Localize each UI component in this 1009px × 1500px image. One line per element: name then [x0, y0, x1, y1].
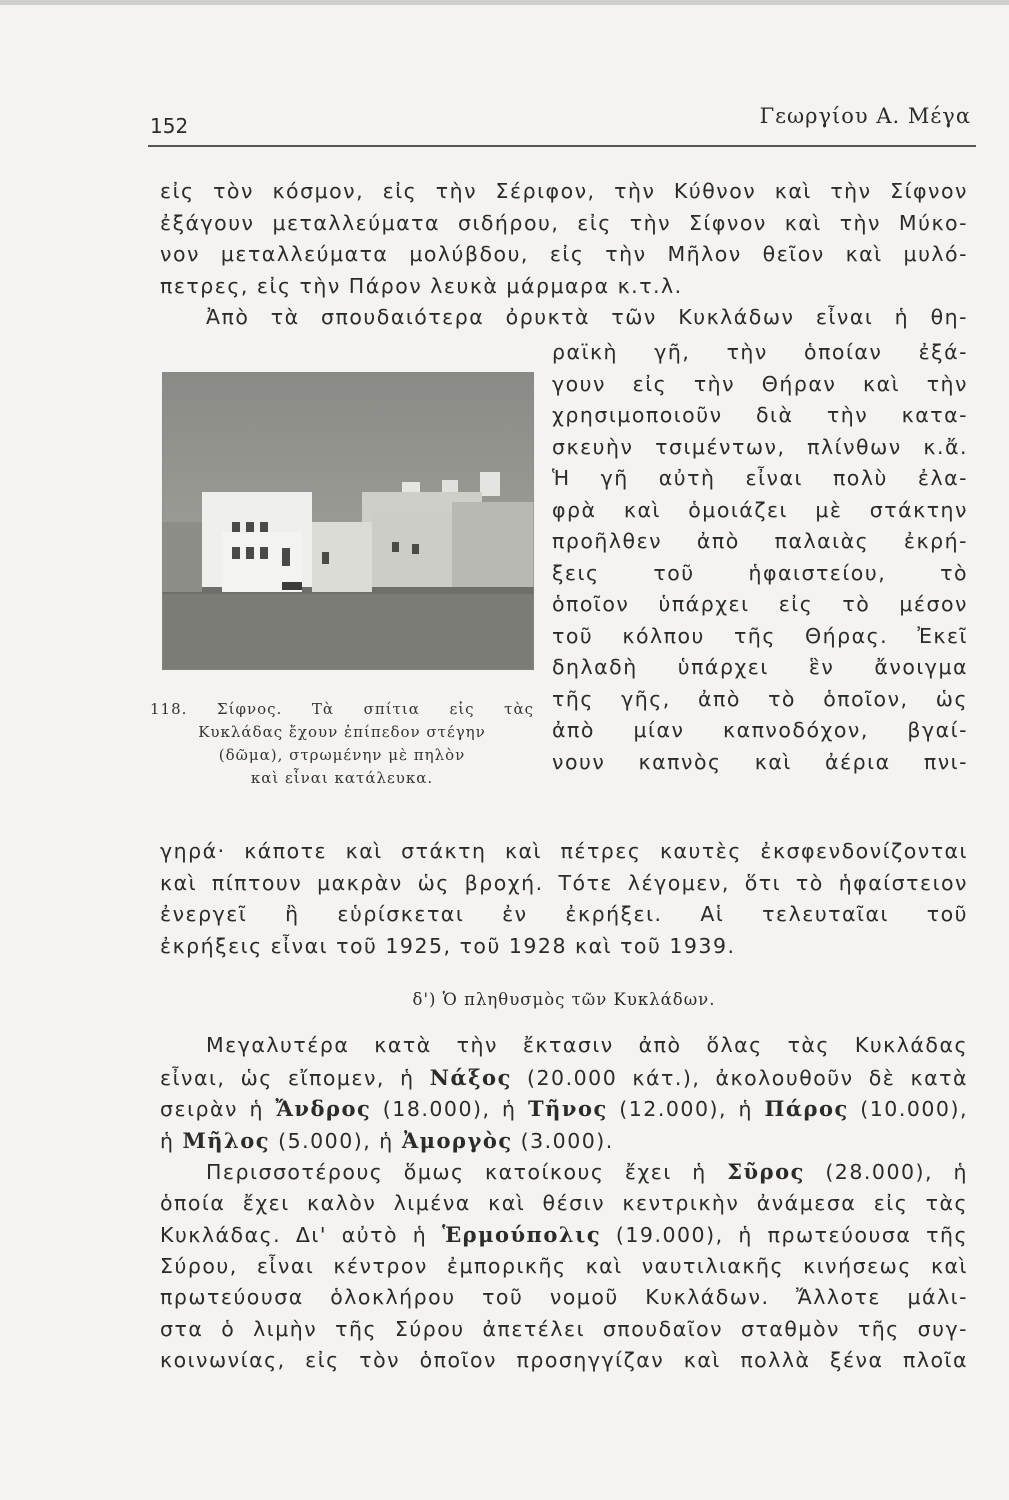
right-column-text	[552, 337, 968, 778]
running-head: Γεωργίου Α. Μέγα	[759, 104, 971, 128]
text-line: Ἀπὸ τὰ σπουδαιότερα ὀρυκτὰ τῶν Κυκλάδων εἶναι ἡ θη-	[206, 305, 968, 329]
text-line: Κυκλάδας. Δι' αὐτὸ ἡ Ἑρμούπολις (19.000), ἡ πρωτεύουσα τῆς	[160, 1222, 968, 1247]
place-syros: Σῦρος	[727, 1159, 805, 1184]
text-line: δηλαδὴ ὑπάρχει ἓν ἄνοιγμα	[552, 655, 968, 679]
photo-image	[162, 372, 534, 670]
caption-line: (δῶμα), στρωμένην μὲ πηλὸν	[218, 746, 466, 764]
bottom-paragraph	[160, 836, 968, 962]
text-line: Μεγαλυτέρα κατὰ τὴν ἔκτασιν ἀπὸ ὅλας τὰς Κυκλάδας	[206, 1033, 968, 1057]
place-milos: Μῆλος	[182, 1127, 271, 1153]
page-top-edge	[0, 0, 1009, 5]
text-line: ἡ Μῆλος (5.000), ἡ Ἀμοργὸς (3.000).	[160, 1127, 614, 1153]
caption-line: 118. Σίφνος. Τὰ σπίτια εἰς τὰς	[150, 700, 534, 718]
photo-sifnos-houses	[162, 372, 534, 670]
text-line: εἰς τὸν κόσμον, εἰς τὴν Σέριφον, τὴν Κύθνον καὶ τὴν Σίφνον	[160, 179, 968, 203]
text-line: κοινωνίας, εἰς τὸν ὁποῖον προσηγγίζαν καὶ πολλὰ ξένα πλοῖα	[160, 1348, 968, 1372]
place-ermoupolis: Ἑρμούπολις	[442, 1222, 602, 1247]
place-amorgos: Ἀμοργὸς	[401, 1127, 513, 1153]
place-paros: Πάρος	[764, 1096, 849, 1121]
text-line: ἐκρήξεις εἶναι τοῦ 1925, τοῦ 1928 καὶ τοῦ 1939.	[160, 933, 736, 958]
text-line: ἀπὸ μίαν καπνοδόχον, βγαί-	[552, 718, 968, 742]
caption-line: Κυκλάδας ἔχουν ἐπίπεδον στέγην	[198, 723, 486, 741]
text-line: σκευὴν τσιμέντων, πλίνθων κ.ἄ.	[552, 434, 968, 459]
text-line: ὁποία ἔχει καλὸν λιμένα καὶ θέσιν κεντρικὴν ἀνάμεσα εἰς τὰς	[160, 1190, 968, 1215]
text-line: ξεις τοῦ ἡφαιστείου, τὸ	[552, 560, 968, 585]
text-line: Σύρου, εἶναι κέντρον ἐμπορικῆς καὶ ναυτιλιακῆς κινήσεως καὶ	[160, 1253, 968, 1278]
text-line: πετρες, εἰς τὴν Πάρον λευκὰ μάρμαρα κ.τ.λ.	[160, 273, 683, 298]
section-title: δ') Ὁ πληθυσμὸς τῶν Κυκλάδων.	[412, 990, 716, 1009]
text-line: φρὰ καὶ ὁμοιάζει μὲ στάκτην	[552, 497, 968, 522]
place-tinos: Τῆνος	[528, 1096, 608, 1121]
text-line: νον μεταλλεύματα μολύβδου, εἰς τὴν Μῆλον θεῖον καὶ μυλό-	[160, 242, 968, 266]
text-line: χρησιμοποιοῦν διὰ τὴν κατα-	[552, 403, 968, 427]
caption-line: καὶ εἶναι κατάλευκα.	[250, 769, 434, 787]
text-line: Περισσοτέρους ὅμως κατοίκους ἔχει ἡ Σῦρος (28.000), ἡ	[206, 1159, 968, 1184]
text-line: ραϊκὴ γῆ, τὴν ὁποίαν ἐξά-	[552, 340, 968, 364]
text-line: γηρά· κάποτε καὶ στάκτη καὶ πέτρες καυτὲς ἐκσφενδονίζονται	[160, 839, 968, 863]
text-line: ἐνεργεῖ ἢ εὑρίσκεται ἐν ἐκρήξει. Αἱ τελευταῖαι τοῦ	[160, 902, 968, 926]
page-number: 152	[150, 114, 189, 138]
text-line: προῆλθεν ἀπὸ παλαιὰς ἐκρή-	[552, 529, 968, 553]
text-line: εἶναι, ὡς εἴπομεν, ἡ Νάξος (20.000 κάτ.), ἀκολουθοῦν δὲ κατὰ	[160, 1064, 969, 1090]
header-rule	[148, 145, 976, 147]
text-line: σειρὰν ἡ Ἄνδρος (18.000), ἡ Τῆνος (12.000), ἡ Πάρος (10.000),	[160, 1096, 968, 1121]
place-andros: Ἄνδρος	[275, 1096, 372, 1121]
figure-caption	[150, 698, 534, 790]
top-paragraphs	[160, 176, 968, 334]
text-line: γουν εἰς τὴν Θήραν καὶ τὴν	[552, 371, 968, 396]
place-naxos: Νάξος	[429, 1064, 512, 1090]
text-line: ὁποῖον ὑπάρχει εἰς τὸ μέσον	[552, 592, 968, 616]
text-line: ἐξάγουν μεταλλεύματα σιδήρου, εἰς τὴν Σίφνον καὶ τὴν Μύκο-	[160, 210, 968, 235]
text-line: τῆς γῆς, ἀπὸ τὸ ὁποῖον, ὡς	[552, 686, 968, 711]
text-line: Ἡ γῆ αὐτὴ εἶναι πολὺ ἐλα-	[552, 466, 968, 490]
population-paragraphs	[160, 1030, 968, 1377]
text-line: πρωτεύουσα ὁλοκλήρου τοῦ νομοῦ Κυκλάδων. Ἄλλοτε μάλι-	[160, 1285, 968, 1309]
text-line: καὶ πίπτουν μακρὰν ὡς βροχή. Τότε λέγομεν, ὅτι τὸ ἡφαίστειον	[160, 870, 968, 895]
text-line: νουν καπνὸς καὶ ἀέρια πνι-	[552, 749, 968, 774]
text-line: τοῦ κόλπου τῆς Θήρας. Ἐκεῖ	[552, 623, 968, 648]
text-line: στα ὁ λιμὴν τῆς Σύρου ἀπετέλει σπουδαῖον σταθμὸν τῆς συγ-	[160, 1316, 968, 1341]
